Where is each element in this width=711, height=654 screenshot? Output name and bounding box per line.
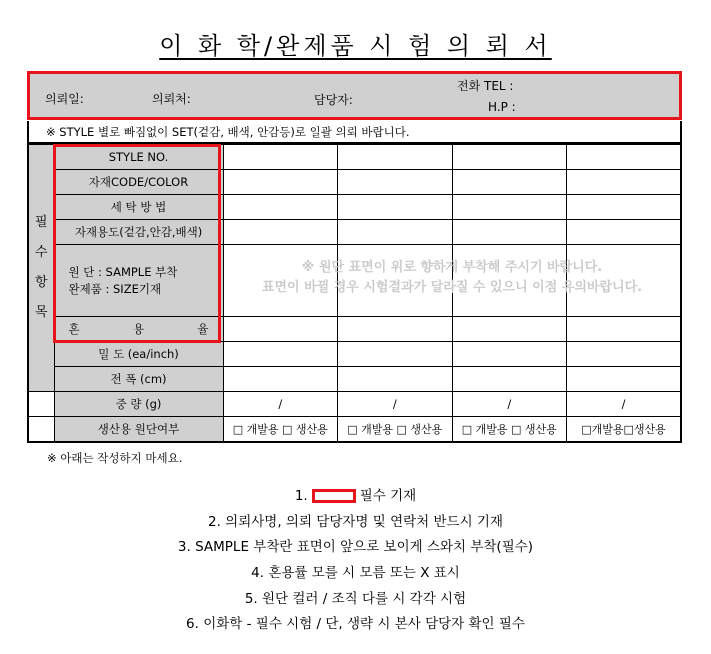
rule-5: 5. 원단 컬러 / 조직 다를 시 각각 시험 — [244, 590, 467, 607]
request-date-label: 의뢰일: — [45, 92, 84, 106]
weight-label: 중 량 (g) — [54, 392, 223, 417]
input-cell[interactable] — [338, 195, 453, 220]
sample-attach-notice — [222, 258, 682, 298]
rule-3: 3. SAMPLE 부착란 표면이 앞으로 보이게 스와치 부착(필수) — [177, 539, 534, 556]
input-cell[interactable] — [452, 195, 567, 220]
input-cell[interactable] — [452, 144, 567, 170]
input-cell[interactable] — [338, 220, 453, 245]
spacer-cell — [28, 392, 54, 417]
requester-info-box — [27, 71, 682, 120]
requester-label: 의뢰처: — [152, 92, 191, 106]
table-row — [28, 317, 681, 342]
rule-6: 6. 이화학 - 필수 시험 / 단, 생략 시 본사 담당자 확인 필수 — [186, 616, 525, 633]
input-cell[interactable] — [567, 170, 682, 195]
rule-2: 2. 의뢰사명, 의뢰 담당자명 및 연락처 반드시 기재 — [208, 513, 503, 530]
fabric-type-checkbox-cell[interactable]: □개발용□생산용 — [567, 417, 682, 443]
input-cell[interactable] — [223, 220, 338, 245]
input-cell[interactable] — [567, 195, 682, 220]
input-cell[interactable] — [452, 220, 567, 245]
input-cell[interactable] — [338, 342, 453, 367]
table-row — [28, 367, 681, 392]
input-cell[interactable] — [567, 342, 682, 367]
hp-label: H.P : — [488, 100, 516, 114]
tel-label: 전화 TEL : — [457, 79, 514, 93]
input-cell[interactable] — [452, 367, 567, 392]
manager-label: 담당자: — [314, 93, 353, 107]
spacer-cell — [28, 417, 54, 443]
input-cell[interactable] — [223, 317, 338, 342]
input-cell[interactable] — [223, 367, 338, 392]
width-label: 전 폭 (cm) — [54, 367, 223, 392]
input-cell[interactable] — [567, 144, 682, 170]
weight-cell[interactable]: / — [452, 392, 567, 417]
table-row — [28, 144, 681, 170]
input-cell[interactable] — [567, 367, 682, 392]
table-row — [28, 195, 681, 220]
blend-ratio-label: 혼 용 율 — [54, 317, 223, 342]
production-fabric-label: 생산용 원단여부 — [54, 417, 223, 443]
rule-1: 1. 필수 기재 — [294, 488, 417, 504]
table-row — [28, 417, 681, 443]
notice-line-1: ※ 원단 표면이 위로 향하게 부착해 주시기 바랍니다. — [301, 260, 603, 275]
set-request-notice: ※ STYLE 별로 빠짐없이 SET(겉감, 배색, 안감등)로 일괄 의뢰 바랍니다. — [27, 121, 682, 143]
notice-line-2: 표면이 바뀔 경우 시험결과가 달라질 수 있으니 이점 유의바랍니다. — [261, 280, 643, 295]
material-code-label: 자재CODE/COLOR — [54, 170, 223, 195]
wash-method-label: 세 탁 방 법 — [54, 195, 223, 220]
rule-4: 4. 혼용률 모를 시 모름 또는 X 표시 — [251, 565, 460, 582]
required-items-label: 필 수 항 목 — [28, 144, 54, 392]
table-row — [28, 220, 681, 245]
table-row — [28, 392, 681, 417]
style-no-label: STYLE NO. — [54, 144, 223, 170]
document-title: 이 화 학/완제품 시 험 의 뢰 서 — [159, 32, 552, 60]
input-cell[interactable] — [338, 367, 453, 392]
instructions-list — [0, 484, 711, 638]
weight-cell[interactable]: / — [567, 392, 682, 417]
input-cell[interactable] — [338, 170, 453, 195]
input-cell[interactable] — [452, 342, 567, 367]
input-cell[interactable] — [223, 170, 338, 195]
density-label: 밀 도 (ea/inch) — [54, 342, 223, 367]
do-not-fill-note: ※ 아래는 작성하지 마세요. — [47, 451, 183, 465]
fabric-type-checkbox-cell[interactable]: □ 개발용 □ 생산용 — [223, 417, 338, 443]
input-cell[interactable] — [452, 170, 567, 195]
weight-cell[interactable]: / — [223, 392, 338, 417]
input-cell[interactable] — [223, 342, 338, 367]
table-row — [28, 170, 681, 195]
input-cell[interactable] — [452, 317, 567, 342]
material-use-label: 자재용도(겉감,안감,배색) — [54, 220, 223, 245]
input-cell[interactable] — [567, 220, 682, 245]
sample-attach-label: 원 단 : SAMPLE 부착 완제품 : SIZE기재 — [54, 245, 223, 317]
input-cell[interactable] — [223, 144, 338, 170]
weight-cell[interactable]: / — [338, 392, 453, 417]
input-cell[interactable] — [338, 144, 453, 170]
input-cell[interactable] — [223, 195, 338, 220]
fabric-type-checkbox-cell[interactable]: □ 개발용 □ 생산용 — [452, 417, 567, 443]
required-box-legend — [312, 489, 356, 503]
input-cell[interactable] — [567, 317, 682, 342]
input-cell[interactable] — [338, 317, 453, 342]
fabric-type-checkbox-cell[interactable]: □ 개발용 □ 생산용 — [338, 417, 453, 443]
table-row — [28, 342, 681, 367]
